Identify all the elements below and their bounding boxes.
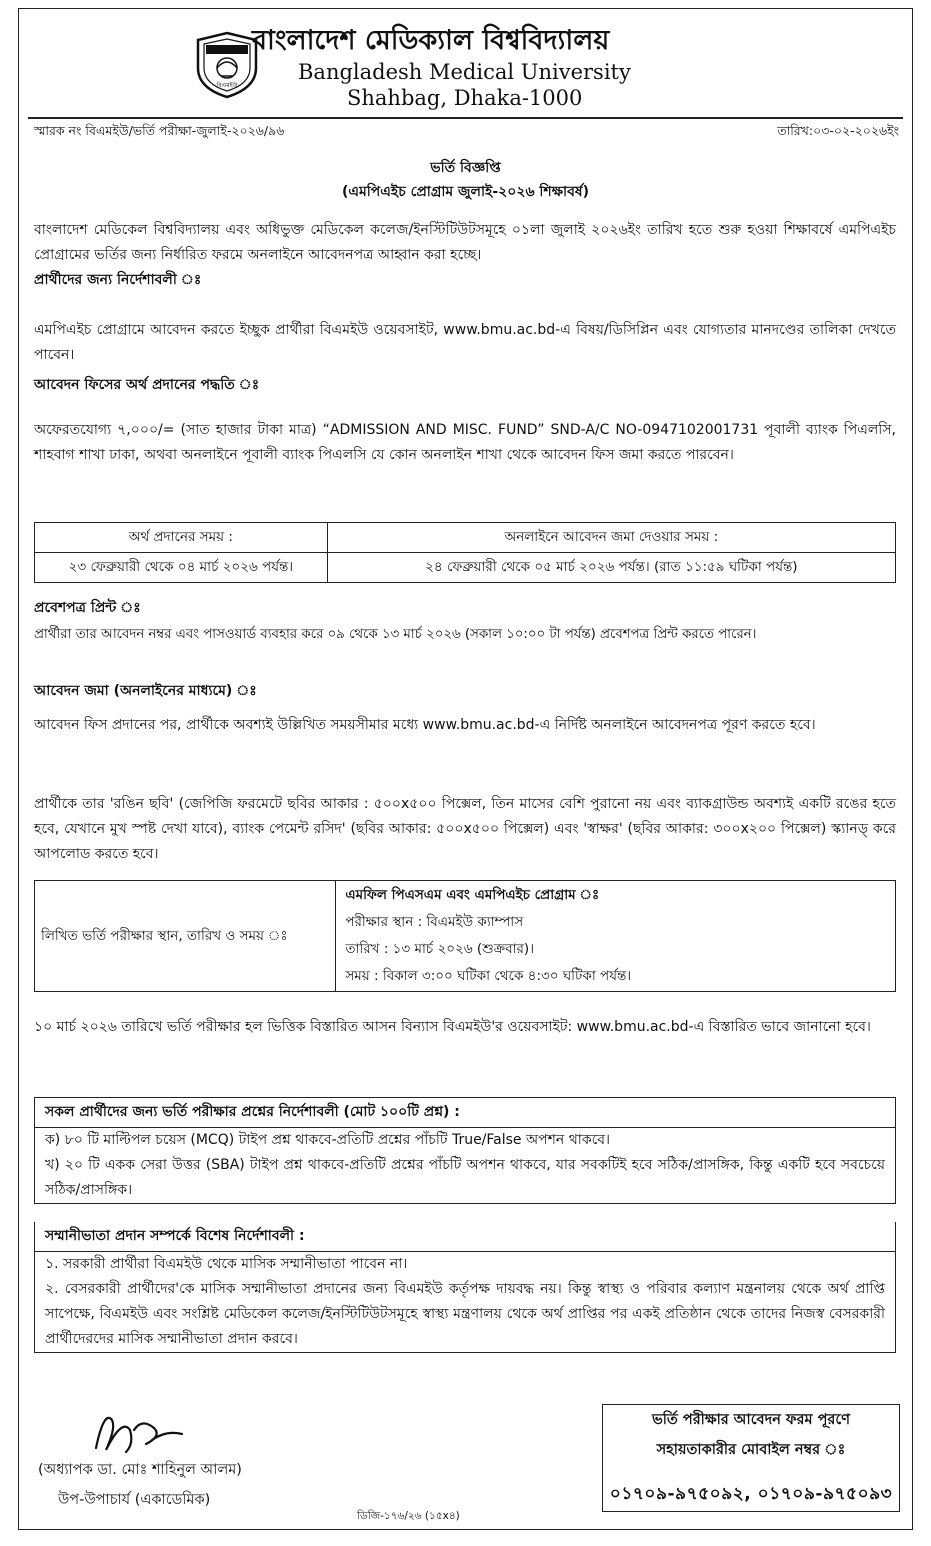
instructions-heading: প্রার্থীদের জন্য নির্দেশাবলী ঃ (34, 272, 202, 288)
exam-time: সময় : বিকাল ৩:০০ ঘটিকা থেকে ৪:৩০ ঘটিকা পর্যন্ত। (345, 968, 632, 984)
logo-text: বিএমইউ (216, 82, 238, 89)
exam-program: এমফিল পিএসএম এবং এমপিএইচ প্রোগ্রাম ঃ (345, 887, 600, 903)
admit-text: প্রার্থীরা তার আবেদন নম্বর এবং পাসওয়ার্ড ব্যবহার করে ০৯ থেকে ১৩ মার্চ ২০২৬ (সকাল ১০:০০ টা পর্যন্ত) প্রবেশপত্র প্রিন্ট করতে পারেন। (34, 627, 757, 642)
helpline-line-2: সহায়তাকারীর মোবাইল নম্বর ঃ (656, 1442, 846, 1458)
exam-date: তারিখ : ১৩ মার্চ ২০২৬ (শুক্রবার)। (345, 941, 535, 957)
helpline-numbers: ০১৭০৯-৯৭৫০৯২, ০১৭০৯-৯৭৫০৯৩ (609, 1484, 893, 1504)
header-divider (28, 117, 903, 119)
university-name-en: Bangladesh Medical University (298, 60, 631, 84)
honorarium-heading: সম্মানীভাতা প্রদান সম্পর্কে বিশেষ নির্দেশাবলী : (35, 1222, 895, 1252)
submission-text-1: আবেদন ফিস প্রদানের পর, প্রার্থীকে অবশ্যই উল্লিখিত সময়সীমার মধ্যে www.bmu.ac.bd-এ নির্দিষ্ট অনলাইনে আবেদনপত্র পূরণ করতে হবে। (34, 717, 816, 733)
university-address: Shahbag, Dhaka-1000 (347, 86, 583, 110)
university-logo-icon (194, 30, 260, 100)
fee-text: অফেরতযোগ্য ৭,০০০/= (সাত হাজার টাকা মাত্র) “ADMISSION AND MISC. FUND” SND-A/C NO-0947102001731 পূবালী ব্যাংক পিএলসি, শাহবাগ শাখা ঢাকা, অথবা অনলাইনে পূবালী ব্যাংক পিএলসি যে কোন অনলাইন শাখা থেকে আবেদন ফিস জমা করতে পারবেন। (34, 422, 896, 463)
apply-period-label: অনলাইনে আবেদন জমা দেওয়ার সময় : (327, 523, 895, 553)
notice-subtitle: (এমপিএইচ প্রোগ্রাম জুলাই-২০২৬ শিক্ষাবর্ষ) (341, 184, 590, 200)
payment-period-value: ২৩ ফেব্রুয়ারী থেকে ০৪ মার্চ ২০২৬ পর্যন্ত। (35, 553, 328, 583)
exam-venue: পরীক্ষার স্থান : বিএমইউ ক্যাম্পাস (345, 914, 524, 930)
submission-text-2: প্রার্থীকে তার 'রঙিন ছবি' (জেপিজি ফরমেটে ছবির আকার : ৫০০x৫০০ পিক্সেল, তিন মাসের বেশি পুরানো নয় এবং ব্যাকগ্রাউন্ড অবশ্যই একটি রঙের হতে হবে, যেখানে মুখ স্পষ্ট দেখা যাবে), ব্যাংক পেমেন্ট রসিদ' (ছবির আকার: ৫০০x৫০০ পিক্সেল) এবং 'স্বাক্ষর' (ছবির আকার: ৩০০x২০০ পিক্সেল) স্ক্যানড্ করে আপলোড করতে হবে। (34, 796, 896, 862)
exam-label: লিখিত ভর্তি পরীক্ষার স্থান, তারিখ ও সময় ঃ (35, 881, 336, 992)
memo-number: স্মারক নং বিএমইউ/ভর্তি পরীক্ষা-জুলাই-২০২৬/৯৬ (34, 123, 285, 138)
submission-heading: আবেদন জমা (অনলাইনের মাধ্যমে) ঃ (34, 683, 257, 699)
signatory-name: (অধ্যাপক ডা. মোঃ শাহিনুল আলম) (38, 1462, 242, 1478)
notice-date: তারিখ:০৩-০২-২০২৬ইং (777, 123, 899, 138)
helpline-line-1: ভর্তি পরীক্ষার আবেদন ফরম পূরণে (651, 1412, 851, 1428)
apply-period-value: ২৪ ফেব্রুয়ারী থেকে ০৫ মার্চ ২০২৬ পর্যন্ত। (রাত ১১:৫৯ ঘটিকা পর্যন্ত) (327, 553, 895, 583)
question-instructions-heading: সকল প্রার্থীদের জন্য ভর্তি পরীক্ষার প্রশ্নের নির্দেশাবলী (মোট ১০০টি প্রশ্ন) : (35, 1098, 895, 1128)
question-instructions-box (34, 1097, 896, 1204)
seat-plan-text: ১০ মার্চ ২০২৬ তারিখে ভর্তি পরীক্ষার হল ভিত্তিক বিস্তারিত আসন বিন্যাস বিএমইউ'র ওয়েবসাইট: www.bmu.ac.bd-এ বিস্তারিত ভাবে জানানো হবে। (34, 1019, 871, 1035)
question-item-sba: খ) ২০ টি একক সেরা উত্তর (SBA) টাইপ প্রশ্ন থাকবে-প্রতিটি প্রশ্নের পাঁচটি অপশন থাকবে, যার সবকটিই হবে সঠিক/প্রাসঙ্গিক, কিন্তু একটি হবে সবচেয়ে সঠিক/প্রাসঙ্গিক। (45, 1157, 885, 1198)
fee-heading: আবেদন ফিসের অর্থ প্রদানের পদ্ধতি ঃ (34, 377, 260, 393)
admit-heading: প্রবেশপত্র প্রিন্ট ঃ (34, 600, 141, 616)
signature-scribble (82, 1400, 192, 1462)
intro-paragraph: বাংলাদেশ মেডিকেল বিশ্ববিদ্যালয় এবং অধিভুক্ত মেডিকেল কলেজ/ইনস্টিটিউটসমূহে ০১লা জুলাই ২০২৬ইং তারিখ হতে শুরু হওয়া শিক্ষাবর্ষে এমপিএইচ প্রোগ্রামের ভর্তির জন্য নির্ধারিত ফরমে অনলাইনে আবেদনপত্র আহ্বান করা হচ্ছে। (34, 222, 896, 263)
payment-period-label: অর্থ প্রদানের সময় : (35, 523, 328, 553)
footer-code: ডিজি-১৭৬/২৬ (১৫x৪) (357, 1510, 460, 1522)
honorarium-item-2: ২. বেসরকারী প্রার্থীদের'কে মাসিক সম্মানীভাতা প্রদানের জন্য বিএমইউ কর্তৃপক্ষ দায়বদ্ধ নয়। কিন্তু স্বাস্থ্য ও পরিবার কল্যাণ মন্ত্রনালয় থেকে অর্থ প্রাপ্তি সাপেক্ষে, বিএমইউ এবং সংশ্লিষ্ট মেডিকেল কলেজ/ইনস্টিটিউটসমূহে স্বাস্থ্য মন্ত্রণালয় থেকে অর্থ প্রাপ্তির পর একই প্রতিষ্ঠান থেকে তাদের নিজস্ব বেসরকারী প্রার্থীদেরদের মাসিক সম্মানীভাতা প্রদান করবে। (45, 1281, 885, 1347)
instructions-text: এমপিএইচ প্রোগ্রামে আবেদন করতে ইচ্ছুক প্রার্থীরা বিএমইউ ওয়েবসাইট, www.bmu.ac.bd-এ বিষয়/ডিসিপ্লিন এবং যোগ্যতার মানদণ্ডের তালিকা দেখতে পাবেন। (34, 322, 896, 363)
honorarium-box (34, 1222, 896, 1353)
schedule-table (34, 522, 896, 583)
exam-table (34, 880, 896, 992)
honorarium-item-1: ১. সরকারী প্রার্থীরা বিএমইউ থেকে মাসিক সম্মানীভাতা পাবেন না। (45, 1256, 408, 1272)
helpline-box (602, 1404, 900, 1512)
signatory-title: উপ-উপাচার্য (একাডেমিক) (58, 1492, 211, 1508)
question-item-mcq: ক) ৮০ টি মাল্টিপল চয়েস (MCQ) টাইপ প্রশ্ন থাকবে-প্রতিটি প্রশ্নের পাঁচটি True/False অপশন থাকবে। (45, 1132, 611, 1148)
notice-title: ভর্তি বিজ্ঞপ্তি (430, 160, 501, 176)
university-name-bn: বাংলাদেশ মেডিক্যাল বিশ্ববিদ্যালয় (252, 25, 610, 56)
